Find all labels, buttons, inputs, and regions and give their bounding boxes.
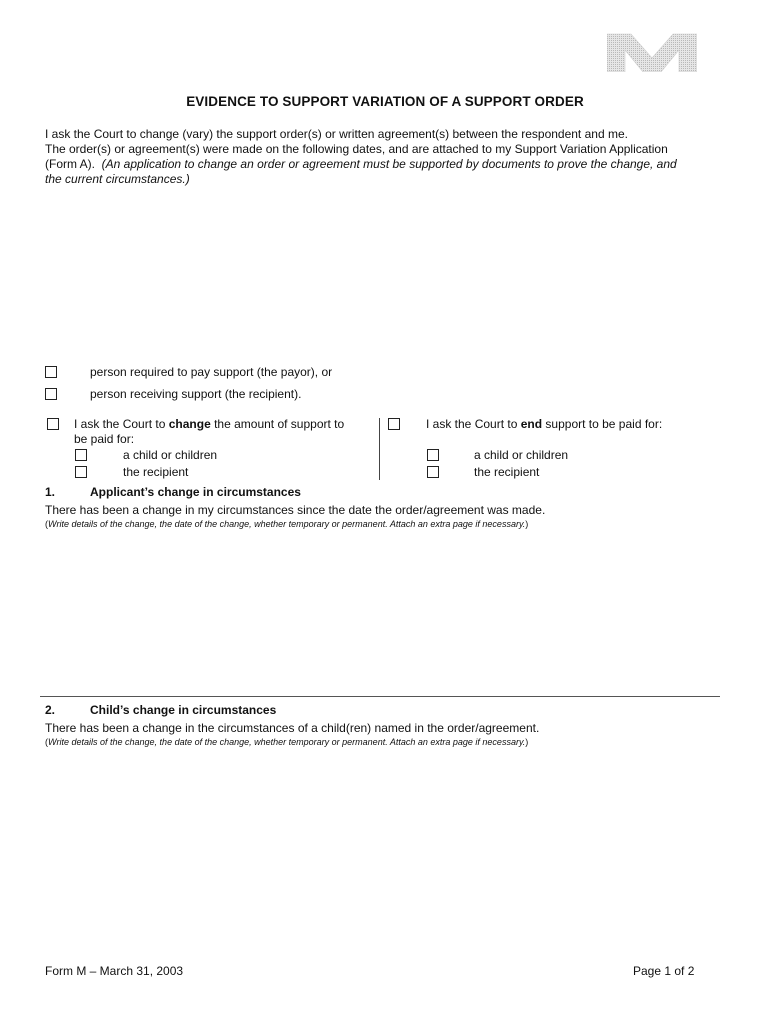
intro-line-1: I ask the Court to change (vary) the support order(s) or written agreement(s) between the respondent and me. (45, 127, 628, 141)
change-support-label-line2: be paid for: (74, 432, 135, 446)
end-suffix: support to be paid for: (545, 417, 663, 431)
end-bold: end (520, 417, 543, 431)
change-suffix: the amount of support to (214, 417, 345, 431)
section2-statement: There has been a change in the circumstances of a child(ren) named in the order/agreement. (45, 721, 540, 735)
end-recipient-label: the recipient (474, 465, 540, 479)
end-prefix: I ask the Court to (426, 417, 518, 431)
section2-note-close: ) (525, 737, 529, 747)
end-recipient-checkbox[interactable] (427, 466, 439, 478)
section2-note-open: ( (45, 737, 48, 747)
change-child-label: a child or children (123, 448, 218, 462)
change-recipient-checkbox[interactable] (75, 466, 87, 478)
change-recipient-label: the recipient (123, 465, 189, 479)
change-child-checkbox[interactable] (75, 449, 87, 461)
recipient-role-label: person receiving support (the recipient). (90, 387, 302, 401)
end-child-checkbox[interactable] (427, 449, 439, 461)
end-support-label (426, 417, 662, 431)
payor-label: person required to pay support (the payor), or (90, 365, 333, 379)
footer-form-date: Form M – March 31, 2003 (45, 964, 184, 978)
page-title: EVIDENCE TO SUPPORT VARIATION OF A SUPPORT ORDER (186, 94, 584, 109)
form-m-logo-graphic (607, 32, 697, 72)
section2-heading: Child’s change in circumstances (90, 703, 277, 717)
change-prefix: I ask the Court to (74, 417, 166, 431)
section2-details-field[interactable] (45, 753, 725, 953)
change-support-checkbox[interactable] (47, 418, 59, 430)
form-m-logo (607, 32, 697, 72)
payor-checkbox[interactable] (45, 366, 57, 378)
section1-note-open: ( (45, 519, 48, 529)
recipient-role-checkbox[interactable] (45, 388, 57, 400)
end-child-label: a child or children (474, 448, 569, 462)
intro-line-2: The order(s) or agreement(s) were made on the following dates, and are attached to my Support Variation Application (45, 142, 668, 156)
end-support-checkbox[interactable] (388, 418, 400, 430)
column-divider (379, 418, 380, 480)
section2-number: 2. (45, 703, 56, 717)
section1-number: 1. (45, 485, 56, 499)
section1-note-text: Write details of the change, the date of the change, whether temporary or permanent. Attach an extra page if necessary. (48, 519, 526, 529)
section1-details-field[interactable] (45, 535, 725, 685)
section2-note-text: Write details of the change, the date of the change, whether temporary or permanent. Attach an extra page if necessary. (48, 737, 526, 747)
section2-note (45, 737, 528, 747)
section-separator (40, 696, 720, 697)
change-bold: change (168, 417, 211, 431)
section1-note (45, 519, 528, 529)
intro-line-4 (45, 172, 735, 187)
intro-note-italic-end: the current circumstances.) (45, 172, 190, 186)
intro-note-italic: (An application to change an order or agreement must be supported by documents to prove the change, and (101, 157, 677, 171)
intro-form-a: (Form A). (45, 157, 95, 171)
intro-line-3 (45, 157, 735, 172)
footer-page-number: Page 1 of 2 (633, 964, 695, 978)
change-support-label (74, 417, 344, 431)
section1-heading: Applicant’s change in circumstances (90, 485, 301, 499)
intro-paragraph (45, 127, 735, 187)
section1-note-close: ) (525, 519, 529, 529)
section1-statement: There has been a change in my circumstances since the date the order/agreement was made. (45, 503, 546, 517)
